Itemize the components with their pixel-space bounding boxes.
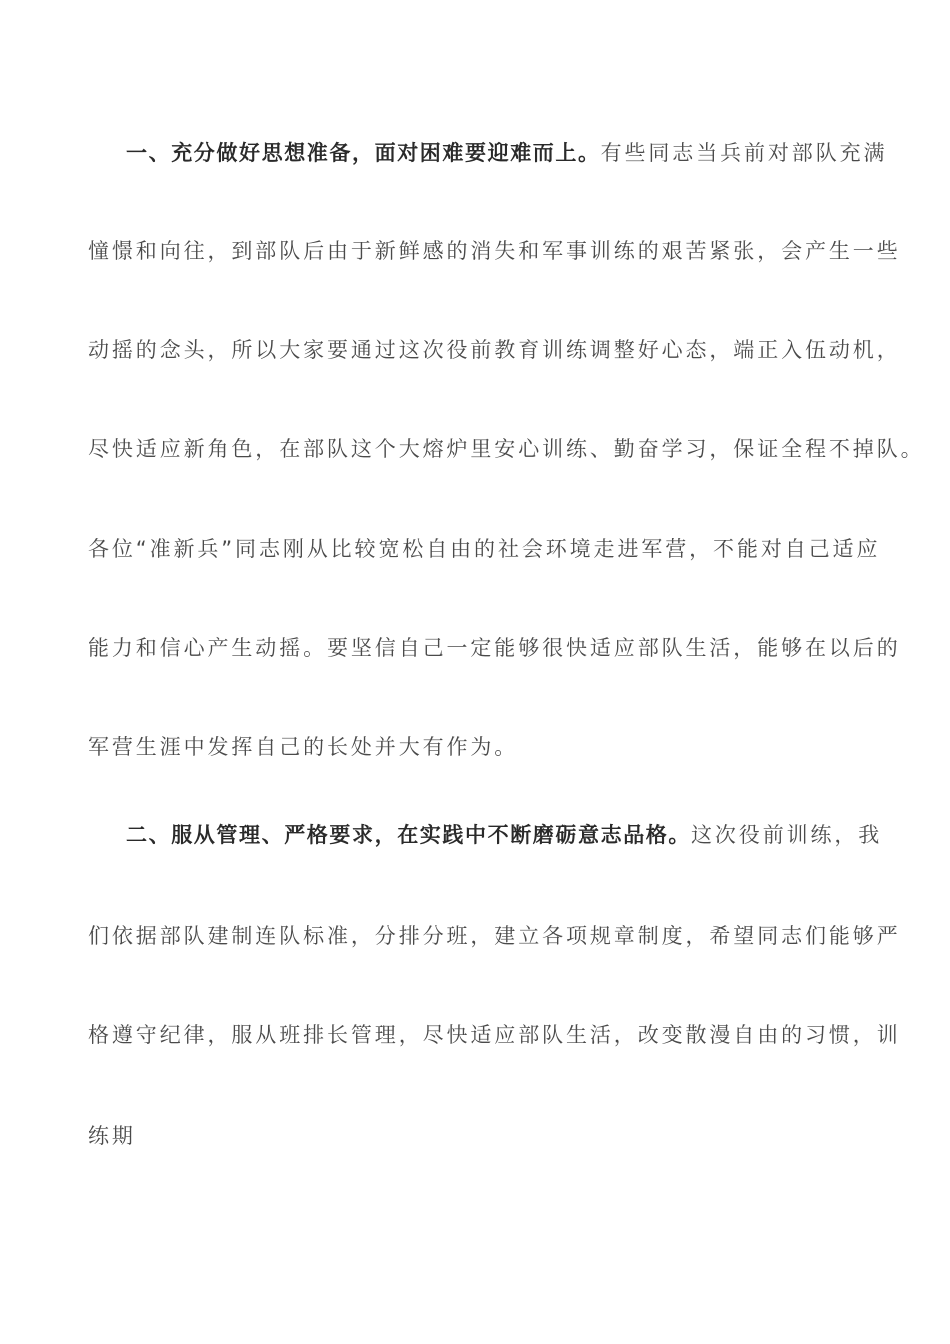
paragraph-2-line-2: 们依据部队建制连队标准，分排分班，建立各项规章制度，希望同志们能够严: [88, 924, 901, 948]
paragraph-1-line-1: [126, 138, 916, 168]
paragraph-2-line-1: [126, 820, 916, 850]
paragraph-2-line-3: 格遵守纪律，服从班排长管理，尽快适应部队生活，改变散漫自由的习惯，训: [88, 1023, 901, 1047]
paragraph-2-text: 这次役前训练，我: [691, 823, 883, 847]
paragraph-1-line-7: 军营生涯中发挥自己的长处并大有作为。: [88, 735, 519, 759]
paragraph-1-line-3: 动摇的念头，所以大家要通过这次役前教育训练调整好心态，端正入伍动机，: [88, 338, 901, 362]
paragraph-1-heading: 一、充分做好思想准备，面对困难要迎难而上。: [126, 141, 601, 165]
paragraph-2-heading: 二、服从管理、严格要求，在实践中不断磨砺意志品格。: [126, 823, 691, 847]
paragraph-1-line-5: 各位“准新兵”同志刚从比较宽松自由的社会环境走进军营，不能对自己适应: [88, 537, 881, 561]
paragraph-1-line-2: 憧憬和向往，到部队后由于新鲜感的消失和军事训练的艰苦紧张，会产生一些: [88, 239, 901, 263]
paragraph-1-line-6: 能力和信心产生动摇。要坚信自己一定能够很快适应部队生活，能够在以后的: [88, 636, 901, 660]
paragraph-2-line-4: 练期: [88, 1124, 136, 1148]
paragraph-1-line-4: 尽快适应新角色，在部队这个大熔炉里安心训练、勤奋学习，保证全程不掉队。: [88, 437, 925, 461]
paragraph-1-text: 有些同志当兵前对部队充满: [600, 141, 888, 165]
